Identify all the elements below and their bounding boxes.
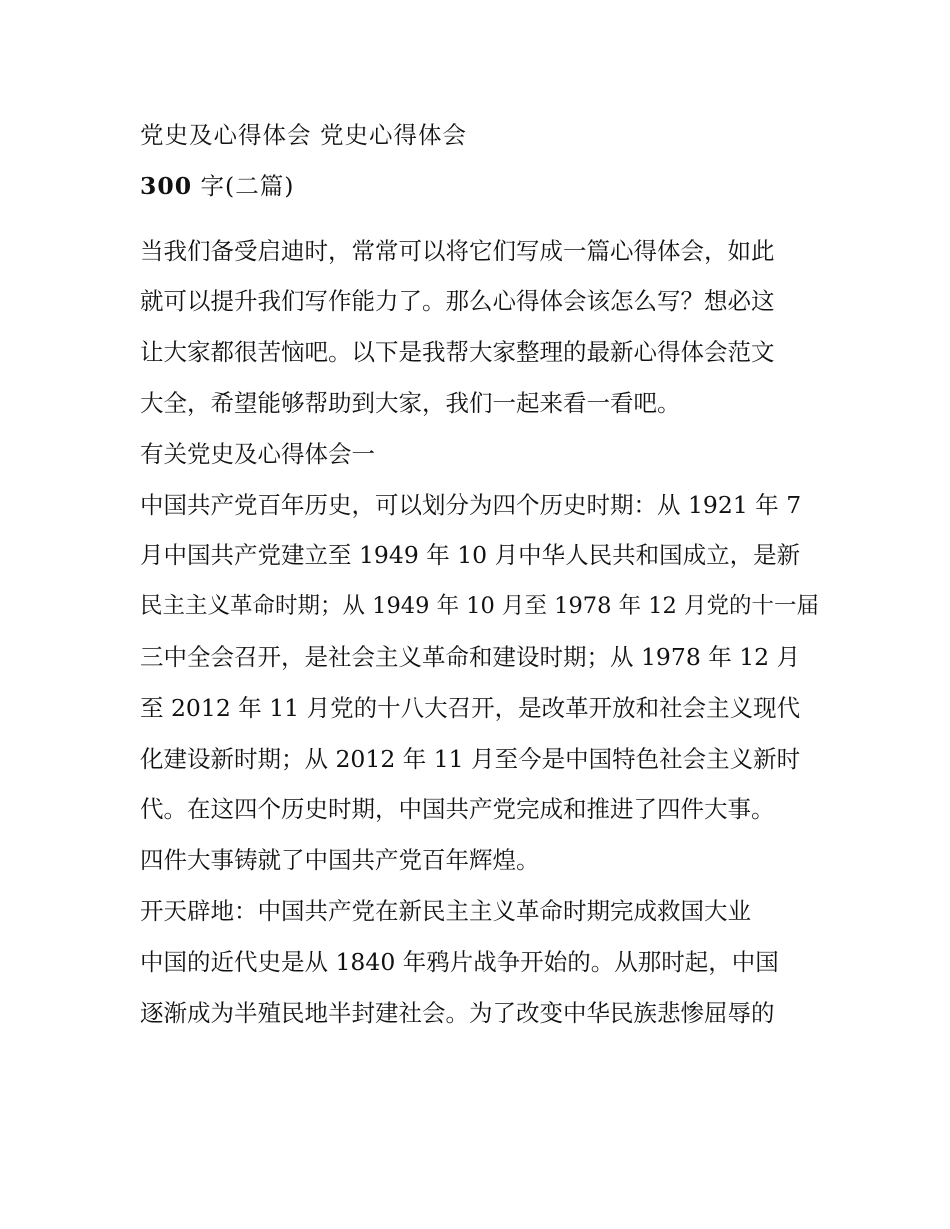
document-title <box>140 110 820 212</box>
body-line: 逐渐成为半殖民地半封建社会。为了改变中华民族悲惨屈辱的 <box>140 998 775 1027</box>
title-suffix: 字(二篇) <box>192 171 295 200</box>
document-body <box>140 226 820 1039</box>
body-line: 当我们备受启迪时，常常可以将它们写成一篇心得体会，如此 <box>140 236 775 265</box>
body-line: 月中国共产党建立至 1949 年 10 月中华人民共和国成立，是新 <box>140 541 801 570</box>
section-heading: 开天辟地：中国共产党在新民主主义革命时期完成救国大业 <box>140 896 751 925</box>
body-line: 三中全会召开，是社会主义革命和建设时期；从 1978 年 12 月 <box>140 642 801 671</box>
body-line: 就可以提升我们写作能力了。那么心得体会该怎么写？想必这 <box>140 287 775 316</box>
section-heading: 有关党史及心得体会一 <box>140 439 375 468</box>
body-line: 大全，希望能够帮助到大家，我们一起来看一看吧。 <box>140 388 681 417</box>
body-line: 四件大事铸就了中国共产党百年辉煌。 <box>140 846 540 875</box>
title-number: 300 <box>140 171 193 200</box>
body-line: 代。在这四个历史时期，中国共产党完成和推进了四件大事。 <box>140 795 775 824</box>
title-line-1: 党史及心得体会 党史心得体会 <box>140 121 467 149</box>
document-page <box>140 110 820 1038</box>
body-line: 中国共产党百年历史，可以划分为四个历史时期：从 1921 年 7 <box>140 490 802 519</box>
body-line: 至 2012 年 11 月党的十八大召开，是改革开放和社会主义现代 <box>140 693 801 722</box>
body-line: 中国的近代史是从 1840 年鸦片战争开始的。从那时起，中国 <box>140 947 779 976</box>
title-line-2 <box>140 161 820 212</box>
body-line: 让大家都很苦恼吧。以下是我帮大家整理的最新心得体会范文 <box>140 338 775 367</box>
body-line: 民主主义革命时期；从 1949 年 10 月至 1978 年 12 月党的十一届 <box>140 593 819 620</box>
body-line: 化建设新时期；从 2012 年 11 月至今是中国特色社会主义新时 <box>140 744 801 773</box>
